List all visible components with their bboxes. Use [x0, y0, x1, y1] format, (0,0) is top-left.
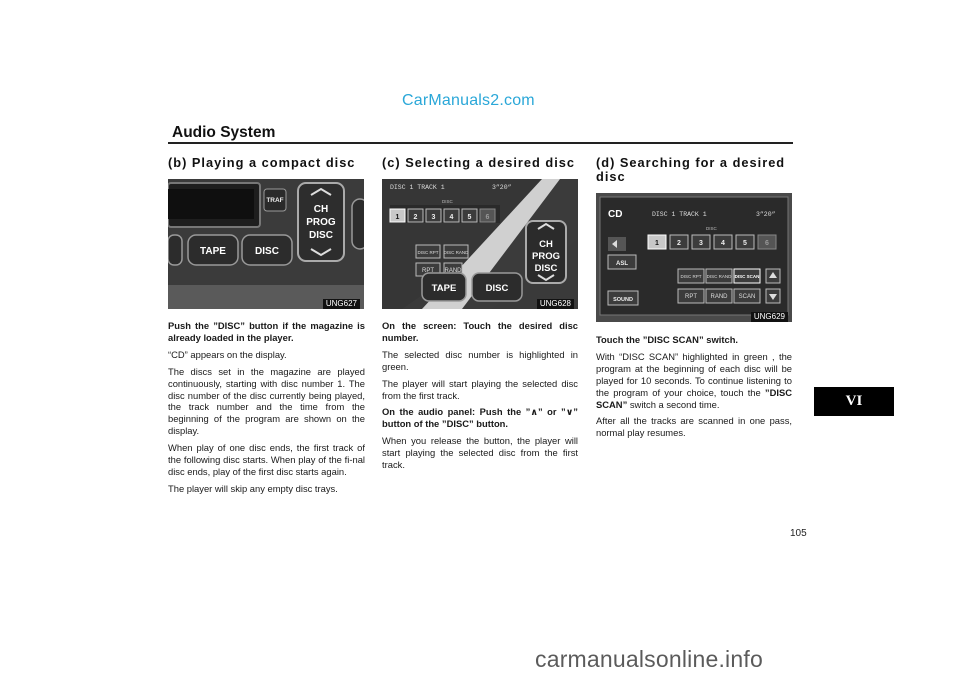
asl-button[interactable]: ASL — [616, 261, 628, 267]
section-title: Audio System — [172, 124, 276, 141]
disc-2-button[interactable]: 2 — [413, 214, 418, 221]
disc-rpt-button[interactable]: DISC RPT — [680, 274, 702, 279]
cd-label: CD — [608, 209, 623, 220]
tape-button-label: TAPE — [200, 246, 226, 257]
disc-button-label: DISC — [485, 283, 509, 294]
traf-label: TRAF — [266, 197, 284, 204]
disc-6-button[interactable]: 6 — [765, 240, 769, 247]
rpt-button[interactable]: RPT — [422, 268, 434, 274]
disc-scan-desc-start: With “DISC SCAN” highlighted in green , the program at the beginning of each disc will be played for 10 seconds. To continue listening to the program of your choice, touch the — [596, 350, 792, 398]
disc-scan-switch-name: ”DISC SCAN” — [596, 386, 792, 410]
heading-playing-compact-disc: (b) Playing a compact disc — [168, 155, 356, 170]
disc-rocker-label: DISC — [534, 263, 558, 274]
on-screen-instruction: On the screen: Touch the desired disc number. — [382, 320, 578, 343]
column-c-text — [382, 320, 578, 476]
rand-button[interactable]: RAND — [444, 268, 462, 274]
disc-rpt-button[interactable]: DISC RPT — [417, 250, 439, 255]
time-readout: 3”20” — [756, 211, 776, 218]
disc-3-button[interactable]: 3 — [699, 240, 703, 247]
photo-audio-panel-disc-button — [168, 179, 364, 309]
disc-scan-description — [596, 351, 792, 411]
photo-disc-scan-screen — [596, 193, 792, 322]
heading-selecting-desired-disc: (c) Selecting a desired disc — [382, 155, 575, 170]
scan-button[interactable]: SCAN — [738, 294, 756, 300]
disc-scan-button[interactable]: DISC SCAN — [734, 274, 760, 279]
instruction-push-disc: Push the ”DISC” button if the magazine is already loaded in the player. — [168, 320, 365, 343]
photo-code-ung629: UNG629 — [751, 312, 788, 322]
ch-label: CH — [313, 204, 329, 215]
watermark-carmanualsonline[interactable]: carmanualsonline.info — [535, 646, 763, 672]
disc-6-button[interactable]: 6 — [485, 214, 490, 221]
disc-1-button[interactable]: 1 — [655, 240, 659, 247]
disc-1-button[interactable]: 1 — [395, 214, 400, 221]
rand-button[interactable]: RAND — [710, 294, 728, 300]
normal-play-resumes-text: After all the tracks are scanned in one pass, normal play resumes. — [596, 415, 792, 439]
chapter-tab-vi: VI — [814, 387, 894, 416]
disc-5-button[interactable]: 5 — [743, 240, 747, 247]
ch-label: CH — [539, 239, 553, 250]
prog-label: PROG — [532, 251, 560, 262]
disc-track-readout: DISC 1 TRACK 1 — [652, 211, 707, 218]
prog-label: PROG — [306, 217, 336, 228]
release-button-text: When you release the button, the player will start playing the selected disc from the first track. — [382, 435, 578, 471]
skip-empty-text: The player will skip any empty disc trays. — [168, 482, 338, 494]
tape-button-label: TAPE — [431, 283, 457, 294]
disc-4-button[interactable]: 4 — [449, 214, 454, 221]
disc-track-readout: DISC 1 TRACK 1 — [390, 184, 445, 191]
photo-code-ung628: UNG628 — [537, 299, 574, 309]
disc-scan-desc-end: switch a second time. — [627, 398, 720, 410]
disc-rand-button[interactable]: DISC RAND — [443, 250, 469, 255]
column-d-text — [596, 334, 792, 444]
disc-4-button[interactable]: 4 — [721, 240, 725, 247]
audio-panel-illustration — [168, 179, 364, 309]
column-b-text — [168, 320, 365, 500]
highlighted-green-text: The selected disc number is highlighted in green. — [382, 348, 578, 372]
page-number: 105 — [790, 528, 807, 539]
photo-screen-and-panel — [382, 179, 578, 309]
disc-rocker-label: DISC — [309, 230, 333, 241]
disc-button-label: DISC — [255, 246, 279, 257]
start-first-track-text: The player will start playing the selected disc from the first track. — [382, 377, 578, 401]
screen-panel-illustration — [382, 179, 578, 309]
photo-code-ung627: UNG627 — [323, 299, 360, 309]
disc-3-button[interactable]: 3 — [431, 214, 436, 221]
heading-searching-desired-disc: (d) Searching for a desired disc — [596, 155, 786, 184]
rpt-button[interactable]: RPT — [685, 294, 697, 300]
disc-row-label: DISC — [706, 226, 717, 231]
time-readout: 3”20” — [492, 184, 512, 191]
watermark-carmanuals2[interactable]: CarManuals2.com — [402, 92, 535, 109]
touch-disc-scan-instruction: Touch the ”DISC SCAN” switch. — [596, 334, 739, 345]
disc-rand-button[interactable]: DISC RAND — [706, 274, 732, 279]
disc-5-button[interactable]: 5 — [467, 214, 472, 221]
disc-end-text: When play of one disc ends, the first track of the following disc starts. When play of the fi-nal disc ends, play of the first disc starts again. — [168, 442, 365, 477]
disc-scan-screen-illustration — [596, 193, 792, 322]
disc-2-button[interactable]: 2 — [677, 240, 681, 247]
audio-panel-instruction: On the audio panel: Push the ”∧” or ”∨” button of the ”DISC” button. — [382, 406, 578, 430]
cd-appears-text: “CD” appears on the display. — [168, 348, 287, 360]
section-rule — [168, 142, 793, 144]
disc-row-label: DISC — [442, 199, 453, 204]
sound-button[interactable]: SOUND — [613, 297, 633, 303]
continuous-play-text: The discs set in the magazine are played continuously, starting with disc number 1. The disc number of the disc currently being played, the track number and the time from the beginning of the program are shown on the display. — [168, 365, 365, 437]
